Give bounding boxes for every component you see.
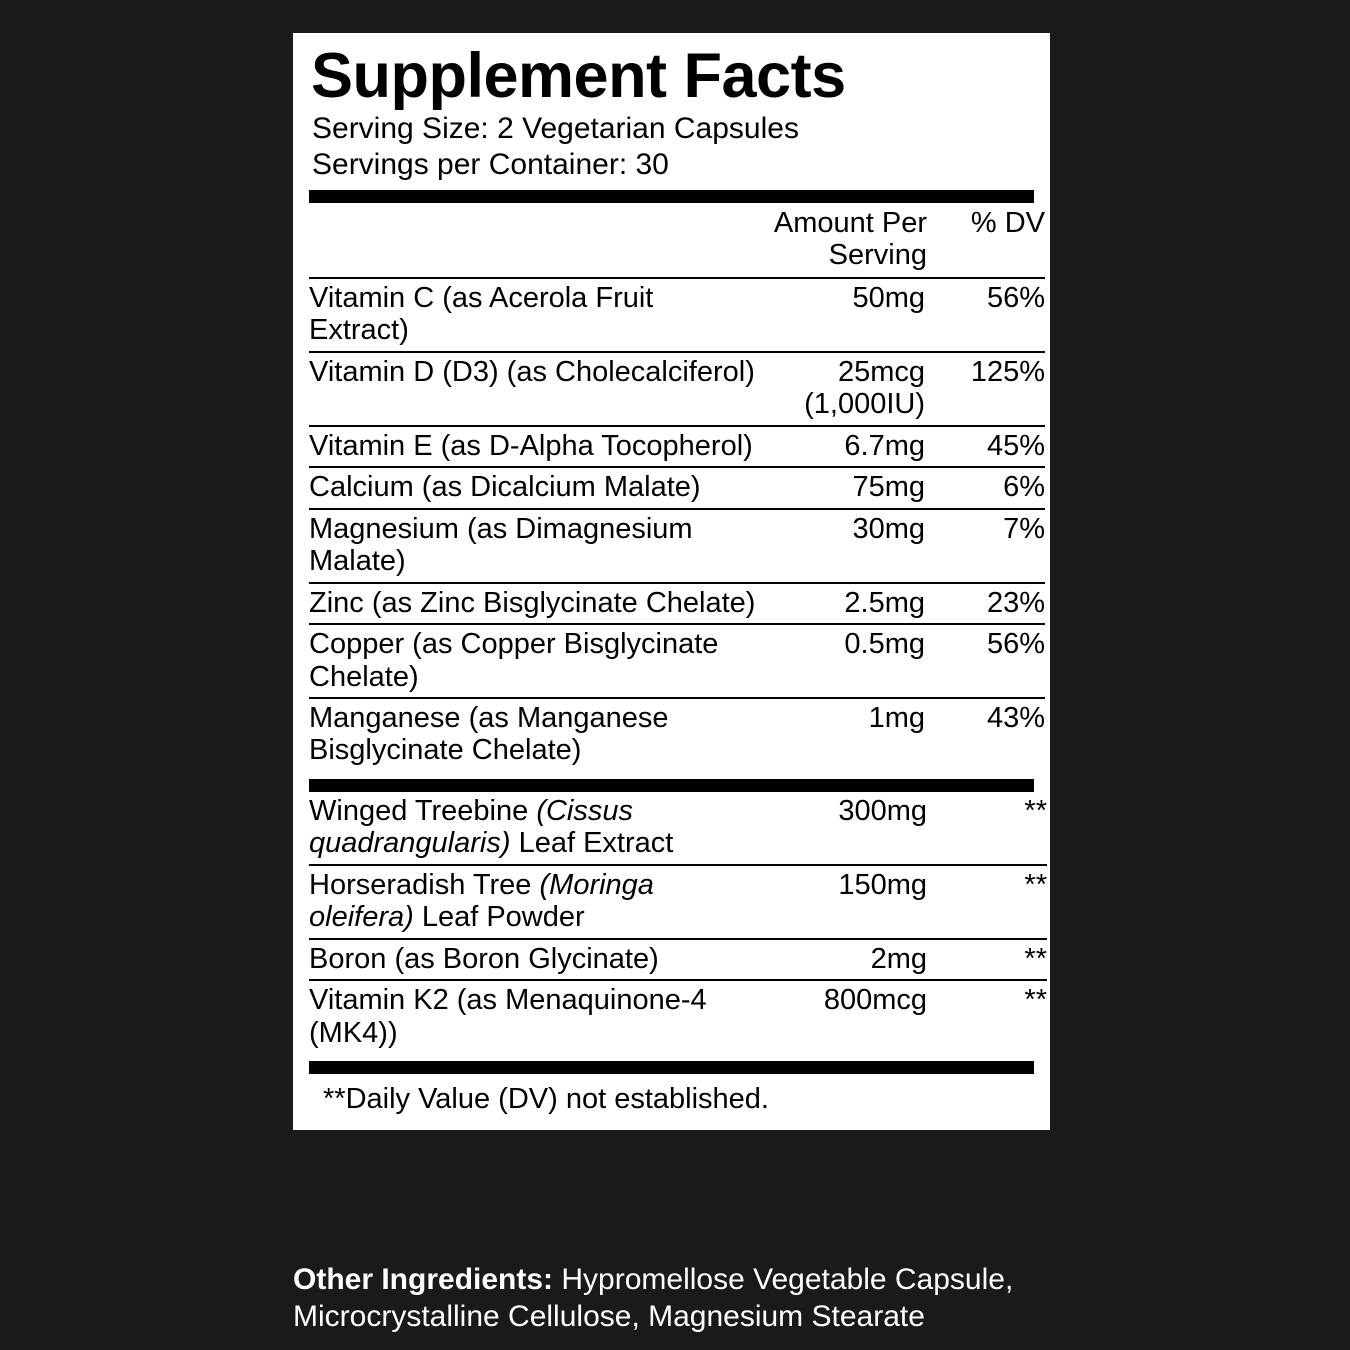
- other-ingredients: [293, 1262, 1063, 1335]
- table-row: [309, 426, 1045, 467]
- nutrient-amount: 1mg: [767, 698, 935, 771]
- table-row: [309, 792, 1047, 865]
- botanical-dv: **: [937, 980, 1047, 1053]
- nutrient-amount: 50mg: [767, 278, 935, 352]
- nutrient-dv: 23%: [935, 583, 1045, 624]
- table-header-row: [309, 203, 1045, 278]
- nutrient-dv: 7%: [935, 509, 1045, 583]
- table-row: [309, 467, 1045, 508]
- botanical-name-pre: Winged Treebine: [309, 794, 537, 827]
- botanical-name: [309, 792, 767, 865]
- table-row: [309, 698, 1045, 771]
- nutrient-dv: 6%: [935, 467, 1045, 508]
- botanical-name-pre: Vitamin K2 (as Menaquinone-4 (MK4)): [309, 984, 707, 1049]
- nutrient-dv: 56%: [935, 278, 1045, 352]
- supplement-facts-panel: [293, 33, 1050, 1130]
- header-blank: [309, 203, 767, 278]
- botanical-name: [309, 980, 767, 1053]
- botanical-name-latin: (Cissus quadrangularis): [309, 794, 633, 860]
- nutrient-amount: 25mcg (1,000IU): [767, 352, 935, 426]
- servings-per-container-text: Servings per Container: 30: [312, 147, 669, 181]
- header-amount-per-serving: Amount Per Serving: [773, 206, 927, 272]
- botanical-name: [309, 865, 767, 939]
- botanical-amount: 150mg: [767, 865, 937, 939]
- botanical-name-post: Leaf Powder: [413, 901, 585, 934]
- nutrient-amount: 0.5mg: [767, 624, 935, 698]
- header-percent-dv: % DV: [970, 206, 1045, 239]
- nutrients-table: [309, 203, 1045, 771]
- table-row: [309, 583, 1045, 624]
- divider-thick-middle: [309, 779, 1034, 792]
- nutrient-dv: 45%: [935, 426, 1045, 467]
- table-row: [309, 352, 1045, 426]
- botanical-dv: **: [937, 865, 1047, 939]
- nutrient-amount: 75mg: [767, 467, 935, 508]
- nutrient-name: Manganese (as Manganese Bisglycinate Chelate): [309, 698, 767, 771]
- other-ingredients-label: Other Ingredients:: [293, 1263, 554, 1296]
- botanical-name-pre: Boron (as Boron Glycinate): [309, 942, 659, 975]
- botanical-name-pre: Horseradish Tree: [309, 868, 540, 901]
- table-row: [309, 278, 1045, 352]
- botanical-name: [309, 939, 767, 980]
- nutrient-dv: 125%: [935, 352, 1045, 426]
- nutrient-name: Calcium (as Dicalcium Malate): [309, 467, 767, 508]
- botanical-dv: **: [1024, 794, 1047, 827]
- nutrient-name: Copper (as Copper Bisglycinate Chelate): [309, 624, 767, 698]
- nutrient-name: Vitamin E (as D-Alpha Tocopherol): [309, 426, 767, 467]
- divider-thick-bottom: [309, 1061, 1034, 1074]
- nutrient-amount: 2.5mg: [767, 583, 935, 624]
- nutrient-dv: 56%: [935, 624, 1045, 698]
- serving-size-text: Serving Size: 2 Vegetarian Capsules: [312, 112, 799, 146]
- table-row: [309, 980, 1047, 1053]
- botanical-dv: **: [937, 939, 1047, 980]
- nutrient-dv: 43%: [935, 698, 1045, 771]
- nutrient-amount: 30mg: [767, 509, 935, 583]
- table-row: [309, 509, 1045, 583]
- nutrient-name: Zinc (as Zinc Bisglycinate Chelate): [309, 583, 767, 624]
- nutrient-name: Magnesium (as Dimagnesium Malate): [309, 509, 767, 583]
- botanical-name-latin: (Moringa oleifera): [309, 868, 654, 934]
- botanical-amount: 300mg: [838, 794, 927, 827]
- other-ingredients-text: Hypromellose Vegetable Capsule, Microcrystalline Cellulose, Magnesium Stearate: [293, 1263, 1014, 1333]
- botanical-amount: 2mg: [767, 939, 937, 980]
- nutrient-name: Vitamin D (D3) (as Cholecalciferol): [309, 352, 767, 426]
- table-row: [309, 939, 1047, 980]
- divider-thick-top: [309, 190, 1034, 203]
- nutrient-amount: 6.7mg: [767, 426, 935, 467]
- page-title: Supplement Facts: [311, 41, 846, 111]
- botanicals-table: [309, 792, 1047, 1053]
- botanical-amount: 800mcg: [767, 980, 937, 1053]
- table-row: [309, 624, 1045, 698]
- footnote-text: **Daily Value (DV) not established.: [323, 1083, 769, 1116]
- botanical-name-post: Leaf Extract: [510, 827, 674, 860]
- table-row: [309, 865, 1047, 939]
- nutrient-name: Vitamin C (as Acerola Fruit Extract): [309, 278, 767, 352]
